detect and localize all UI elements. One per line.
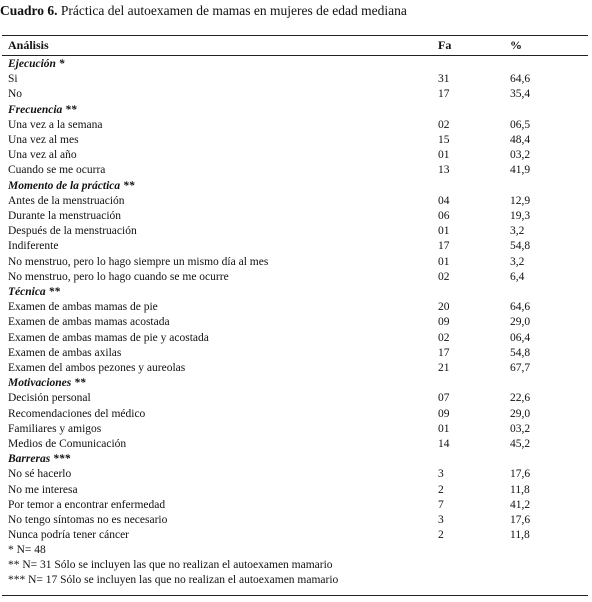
row-percent: 54,8	[510, 346, 531, 359]
row-label: No tengo síntomas no es necesario	[8, 514, 168, 526]
row-percent: 06,5	[510, 118, 531, 131]
table-row	[8, 148, 588, 163]
row-fa: 17	[438, 88, 450, 101]
row-fa: 09	[438, 407, 450, 420]
row-percent: 64,6	[510, 301, 531, 314]
row-percent: 35,4	[510, 88, 531, 101]
table-row	[8, 467, 588, 482]
table-row	[8, 72, 588, 87]
row-label: Indiferente	[8, 240, 59, 253]
row-label: Antes de la menstruación	[8, 194, 125, 207]
row-label: Durante la menstruación	[8, 210, 122, 222]
row-label: Después de la menstruación	[8, 225, 137, 238]
header-row	[8, 38, 588, 53]
row-percent: 3,2	[510, 225, 525, 238]
row-fa: 7	[438, 498, 444, 511]
section-title: Momento de la práctica **	[8, 179, 135, 192]
row-fa: 2	[438, 483, 444, 496]
table-row	[8, 194, 588, 209]
row-fa: 09	[438, 316, 450, 329]
table-row	[8, 483, 588, 498]
header-rule	[2, 55, 588, 56]
row-fa: 01	[438, 149, 450, 162]
caption-text: Práctica del autoexamen de mamas en mujeres de edad mediana	[57, 3, 407, 18]
row-label: Familiares y amigos	[8, 422, 102, 435]
table-row	[8, 346, 588, 361]
footnote: ** N= 31 Sólo se incluyen las que no realizan el autoexamen mamario	[8, 559, 333, 572]
table-row	[8, 87, 588, 102]
section-row	[8, 285, 588, 300]
section-row	[8, 57, 588, 72]
bottom-rule	[2, 595, 588, 596]
caption-label: Cuadro 6.	[0, 3, 58, 18]
row-fa: 31	[438, 73, 450, 86]
section-row	[8, 452, 588, 467]
row-percent: 12,9	[510, 194, 531, 207]
row-label: Medios de Comunicación	[8, 438, 127, 450]
table-row	[8, 391, 588, 406]
footnote: * N= 48	[8, 544, 46, 557]
row-percent: 48,4	[510, 134, 531, 146]
row-label: Una vez al mes	[8, 134, 79, 146]
row-label: No me interesa	[8, 483, 78, 496]
footnote: *** N= 17 Sólo se incluyen las que no realizan el autoexamen mamario	[8, 574, 339, 587]
top-rule	[2, 35, 588, 36]
row-percent: 17,6	[510, 468, 531, 481]
row-label: Nunca podría tener cáncer	[8, 529, 129, 542]
row-percent: 29,0	[510, 407, 531, 420]
row-label: Si	[8, 73, 18, 86]
row-percent: 64,6	[510, 73, 531, 86]
header-fa: Fa	[438, 38, 452, 52]
table-row	[8, 513, 588, 528]
row-fa: 3	[438, 514, 444, 526]
row-label: Examen de ambas mamas de pie	[8, 301, 158, 314]
table-row	[8, 209, 588, 224]
row-label: No	[8, 88, 23, 101]
table-row	[8, 224, 588, 239]
row-fa: 14	[438, 438, 450, 450]
header-percent: %	[510, 38, 522, 52]
row-percent: 19,3	[510, 210, 531, 222]
section-row	[8, 179, 588, 194]
table-row	[8, 407, 588, 422]
table-row	[8, 315, 588, 330]
row-percent: 3,2	[510, 255, 525, 268]
section-row	[8, 376, 588, 391]
row-fa: 07	[438, 392, 450, 405]
section-title: Frecuencia **	[8, 103, 77, 116]
row-percent: 41,9	[510, 164, 531, 177]
table-row	[8, 300, 588, 315]
row-percent: 67,7	[510, 362, 531, 374]
row-label: Examen de ambas mamas de pie y acostada	[8, 331, 209, 344]
table-row	[8, 239, 588, 254]
row-label: Recomendaciones del médico	[8, 407, 146, 420]
row-fa: 01	[438, 255, 450, 268]
row-label: No menstruo, pero lo hago cuando se me ocurre	[8, 270, 229, 283]
row-label: Una vez a la semana	[8, 118, 103, 131]
table-row	[8, 331, 588, 346]
table-row	[8, 422, 588, 437]
row-label: No sé hacerlo	[8, 468, 72, 481]
row-fa: 21	[438, 362, 450, 374]
row-fa: 06	[438, 210, 450, 222]
row-percent: 11,8	[510, 529, 530, 542]
row-fa: 02	[438, 331, 450, 344]
table-row	[8, 118, 588, 133]
section-row	[8, 103, 588, 118]
table-row	[8, 270, 588, 285]
row-percent: 29,0	[510, 316, 531, 329]
section-title: Ejecución *	[8, 58, 65, 70]
table-row	[8, 437, 588, 452]
row-percent: 06,4	[510, 331, 531, 344]
row-percent: 41,2	[510, 498, 531, 511]
row-percent: 22,6	[510, 392, 531, 405]
table-row	[8, 255, 588, 270]
row-percent: 03,2	[510, 422, 531, 435]
table-row	[8, 133, 588, 148]
row-label: Examen de ambas axilas	[8, 346, 122, 359]
section-title: Técnica **	[8, 286, 61, 298]
table-row	[8, 361, 588, 376]
row-label: Una vez al año	[8, 149, 77, 162]
table-caption	[0, 2, 592, 20]
row-label: Cuando se me ocurra	[8, 164, 106, 177]
row-fa: 2	[438, 529, 444, 542]
row-percent: 6,4	[510, 270, 525, 283]
row-fa: 04	[438, 194, 450, 207]
section-title: Motivaciones **	[8, 377, 86, 390]
row-percent: 03,2	[510, 149, 531, 162]
row-fa: 20	[438, 301, 450, 314]
row-label: Examen de ambas mamas acostada	[8, 316, 170, 329]
row-fa: 17	[438, 346, 450, 359]
row-fa: 01	[438, 422, 450, 435]
row-fa: 02	[438, 270, 450, 283]
row-fa: 02	[438, 118, 450, 131]
row-label: Por temor a encontrar enfermedad	[8, 498, 166, 511]
row-percent: 45,2	[510, 438, 531, 450]
table-row	[8, 498, 588, 513]
row-fa: 01	[438, 225, 450, 238]
row-fa: 17	[438, 240, 450, 253]
table-row	[8, 528, 588, 543]
row-fa: 13	[438, 164, 450, 177]
table-row	[8, 163, 588, 178]
row-fa: 15	[438, 134, 450, 146]
row-percent: 54,8	[510, 240, 531, 253]
row-percent: 17,6	[510, 514, 531, 526]
row-fa: 3	[438, 468, 444, 481]
row-label: No menstruo, pero lo hago siempre un mismo día al mes	[8, 255, 269, 268]
row-label: Decisión personal	[8, 392, 91, 405]
row-percent: 11,8	[510, 483, 530, 496]
section-title: Barreras ***	[8, 453, 71, 466]
row-label: Examen del ambos pezones y aureolas	[8, 362, 186, 374]
header-analisis: Análisis	[8, 38, 49, 52]
